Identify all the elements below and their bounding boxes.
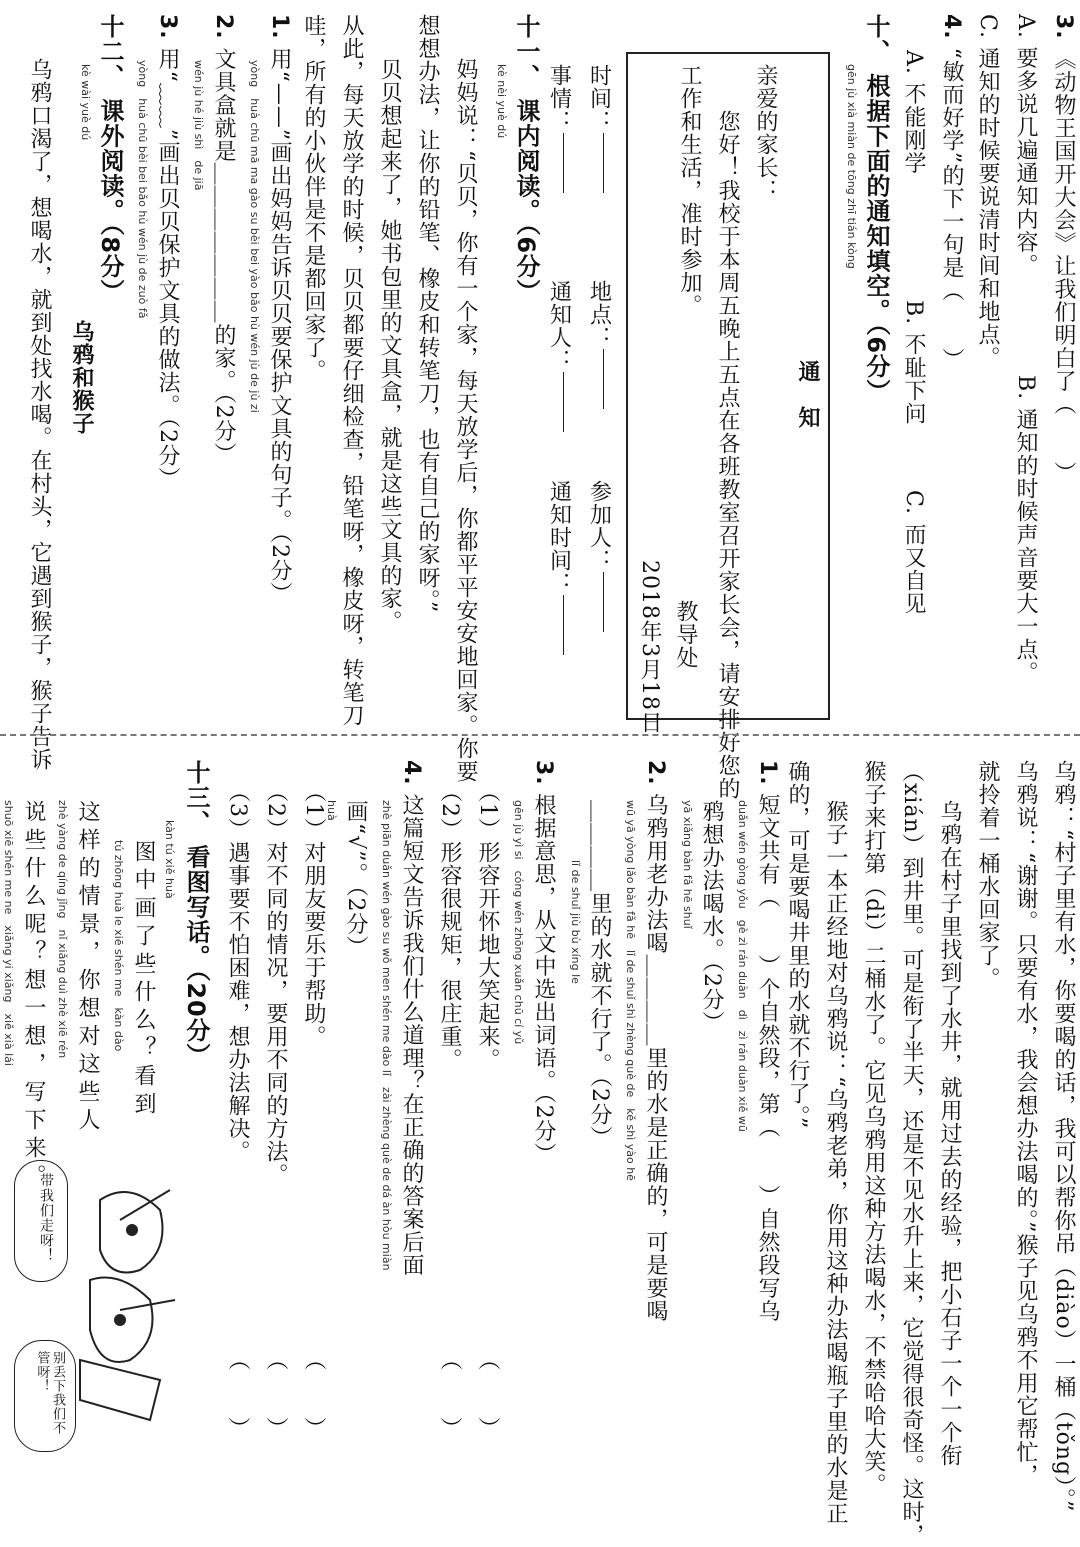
fill-notice-time-label: 通知时间： bbox=[546, 480, 572, 595]
sec10-heading bbox=[864, 14, 888, 404]
fill-notice-time bbox=[548, 480, 575, 655]
fill-matter-blank[interactable] bbox=[563, 133, 566, 193]
reading11-para2: 想想办法，让你的铅笔、橡皮和转笔刀，也有自己的家呀。” bbox=[415, 14, 440, 614]
sec11-heading bbox=[514, 14, 538, 304]
b-q4-text: 这篇短文告诉我们什么道理？在正确的答案后面 bbox=[399, 793, 424, 1277]
fill-attendees bbox=[588, 480, 615, 632]
w2-text: 这样的情景，你想对这些人 bbox=[75, 800, 100, 1136]
sec10-title: 根据下面的通知填空。（6分） bbox=[862, 73, 890, 405]
s11-q1-text: 用“——”画出妈妈告诉贝贝要保护文具的句子。（2分） bbox=[267, 47, 292, 606]
s11-q1-num: 1. bbox=[267, 14, 292, 40]
b-q3-num: 3. bbox=[531, 760, 556, 786]
s11-q3 bbox=[156, 14, 178, 490]
fill-time-label: 时间： bbox=[586, 64, 612, 133]
sec11-pinyin: kè nèi yuè dú bbox=[495, 64, 508, 139]
w3-text: 说些什么呢？想一想，写下来。 bbox=[21, 800, 46, 1192]
q3-option-b: B. 通知的时候声音要大一点。 bbox=[1013, 375, 1038, 685]
w2-pinyin: zhè yàng de qíng jǐng nǐ xiǎng duì zhè xiē rén bbox=[56, 800, 69, 1059]
s11-q3-num: 3. bbox=[155, 14, 180, 40]
story-para3: 乌鸦说：“谢谢。只要有水，我会想办法喝的。”猴子见乌鸦不用它帮忙， bbox=[1013, 760, 1038, 1487]
figure-shape-3 bbox=[80, 1360, 160, 1420]
s11-q2 bbox=[212, 14, 234, 466]
b-q1-pinyin: duǎn wén gòng yǒu gè zì rán duàn dì zì rán duàn xiě wū bbox=[736, 800, 749, 1132]
fill-notifier bbox=[548, 280, 575, 432]
story-para6: （xián）到井里。可是衔了半天，还是不见水升上来，它觉得很奇怪。这时， bbox=[899, 760, 924, 1547]
fill-attendees-blank[interactable] bbox=[603, 572, 606, 632]
b-q4-item1: （1）对朋友要乐于帮助。 （ ） bbox=[301, 780, 326, 1440]
story-para1: 乌鸦口渴了，想喝水，就到处找水喝。在村头，它遇到猴子，猴子告诉 bbox=[27, 58, 52, 771]
b-q2-pinyin: wū yā yòng lǎo bàn fǎ hē lǐ de shuǐ shì zhèng què de kě shì yào hē bbox=[624, 800, 637, 1181]
sec13-pinyin: kàn tú xiě huà bbox=[163, 820, 176, 899]
b-q1-num: 1. bbox=[755, 760, 780, 786]
q3-line bbox=[1052, 14, 1074, 485]
b-q2-text: 乌鸦用老办法喝＿＿＿＿里的水是正确的，可是要喝 bbox=[643, 793, 668, 1323]
b-q2 bbox=[644, 760, 666, 1323]
s11-q1 bbox=[268, 14, 290, 605]
page-divider bbox=[0, 734, 1080, 736]
sec13-heading bbox=[184, 760, 208, 1068]
story-para5: 乌鸦在村子里找到了水井，就用过去的经验，把小石子一个一个衔 bbox=[937, 800, 962, 1467]
b-q4-item3: （3）遇事要不怕困难，想办法解决。 （ ） bbox=[225, 780, 250, 1440]
figure-lines bbox=[120, 1190, 175, 1310]
fill-place-blank[interactable] bbox=[603, 349, 606, 409]
q4-text: “敏而好学”的下一句是（ ） bbox=[939, 47, 964, 372]
fill-notifier-label: 通知人： bbox=[546, 280, 572, 372]
fill-notice-time-blank[interactable] bbox=[563, 595, 566, 655]
b-q3-text: 根据意思，从文中选出词语。（2分） bbox=[531, 793, 556, 1166]
b-q4b-pinyin: huà bbox=[325, 800, 338, 821]
notice-sign: 教导处 bbox=[673, 600, 698, 669]
notice-date: 2018年3月18日 bbox=[637, 560, 662, 734]
q3-option-a: A. 要多说几遍通知内容。 bbox=[1013, 14, 1038, 277]
b-q4 bbox=[400, 760, 422, 1277]
s11-q2-num: 2. bbox=[211, 14, 236, 40]
notice-title: 通 知 bbox=[795, 360, 820, 429]
sec11-num: 十一、 bbox=[512, 14, 540, 89]
sec12-pinyin: kè wài yuè dú bbox=[79, 64, 92, 141]
w1-pinyin: tú zhōng huà le xiē shén me kàn dào bbox=[112, 840, 125, 1052]
fill-place-label: 地点： bbox=[586, 280, 612, 349]
fill-matter bbox=[548, 64, 575, 193]
b-q3-item2: （2）形容很规矩，很庄重。 （ ） bbox=[437, 780, 462, 1440]
s11-q2-pinyin: wén jù hé jiù shì de jiā bbox=[192, 60, 205, 191]
fill-time-blank[interactable] bbox=[603, 133, 606, 193]
q4-option-a: A. 不能刚学 bbox=[901, 50, 926, 175]
q3-text: 《动物王国开大会》让我们明白了（ ） bbox=[1051, 47, 1076, 485]
b-q4-num: 4. bbox=[399, 760, 424, 786]
b-q2b-pinyin: lǐ de shuǐ jiù bù xíng le bbox=[569, 860, 582, 984]
s11-q2-text: 文具盒就是＿＿＿＿＿＿＿的家。（2分） bbox=[211, 47, 236, 466]
q3-num: 3. bbox=[1051, 14, 1076, 40]
notice-body-line2: 工作和生活，准时参加。 bbox=[677, 64, 702, 317]
story-para7: 猴子来打第（dì）二桶水了。它见乌鸦用这种方法喝水，不禁哈哈大笑。 bbox=[861, 760, 886, 1497]
s11-q3-text: 用“﹏﹏”画出贝贝保护文具的做法。（2分） bbox=[155, 47, 180, 491]
sec10-num: 十、 bbox=[862, 14, 890, 64]
sec12-num: 十二、 bbox=[96, 14, 124, 89]
picture-illustration bbox=[20, 1160, 190, 1460]
story-para9: 确的，可是要喝井里的水就不行了。” bbox=[785, 760, 810, 1130]
q4-option-b: B. 不耻下问 bbox=[901, 300, 926, 426]
q4-option-c: C. 而又自见 bbox=[901, 490, 926, 616]
s11-q1-pinyin: yòng huà chū mā ma gào su bèi bei yào bǎo hù wén jù de jù zi bbox=[248, 60, 261, 413]
b-q4-pinyin: zhè piān duǎn wén gào su wǒ men shén me dào lǐ zài zhèng què de dá àn hòu miàn bbox=[380, 800, 393, 1271]
b-q1-text: 短文共有（ ）个自然段，第（ ）自然段写乌 bbox=[755, 793, 780, 1323]
fill-matter-label: 事情： bbox=[546, 64, 572, 133]
story-title: 乌鸦和猴子 bbox=[69, 320, 94, 435]
b-q2-num: 2. bbox=[643, 760, 668, 786]
notice-greeting: 亲爱的家长： bbox=[753, 64, 778, 202]
sec12-heading bbox=[98, 14, 122, 304]
s11-q3-pinyin: yòng huà chū bèi bei bǎo hù wén jù de zuò fǎ bbox=[136, 60, 149, 319]
speech-bubble-1 bbox=[14, 1160, 68, 1282]
bubble2-text: 别丢下我们不管呀！ bbox=[34, 1351, 65, 1435]
story-para4: 就拎着一桶水回家了。 bbox=[975, 760, 1000, 990]
b-q3 bbox=[532, 760, 554, 1166]
sec13-num: 十三、 bbox=[182, 760, 210, 835]
reading11-para5: 哇，所有的小伙伴是不是都回家了。 bbox=[301, 14, 326, 382]
b-q4-item2: （2）对不同的情况，要用不同的方法。 （ ） bbox=[263, 780, 288, 1440]
b-q3-item1: （1）形容开怀地大笑起来。 （ ） bbox=[475, 780, 500, 1440]
b-q1b-pinyin: yā xiǎng bàn fǎ hē shuǐ bbox=[681, 800, 694, 929]
reading11-para4: 从此，每天放学的时候，贝贝都要仔细检查，铅笔呀，橡皮呀，转笔刀 bbox=[339, 14, 364, 727]
story-para8: 猴子一本正经地对乌鸦说：“乌鸦老弟，你用这种办法喝瓶子里的水是正 bbox=[823, 800, 848, 1526]
reading11-para3: 贝贝想起来了，她书包里的文具盒，就是这些文具的家。 bbox=[377, 58, 402, 633]
fill-notifier-blank[interactable] bbox=[563, 372, 566, 432]
b-q4b-text: 画“√”。（2分） bbox=[343, 800, 368, 959]
b-q3-pinyin: gēn jù yì si cóng wén zhōng xuǎn chū cí yǔ bbox=[512, 800, 525, 1045]
bubble1-text: 带我们走呀！ bbox=[38, 1173, 54, 1263]
q3-option-c: C. 通知的时候要说清时间和地点。 bbox=[975, 14, 1000, 370]
story-para2: 乌鸦：“村子里有水，你要喝的话，我可以帮你吊（diào）一桶（tǒng）。” bbox=[1051, 760, 1076, 1513]
b-q2b-text: ＿＿＿＿里的水就不行了。（2分） bbox=[587, 800, 612, 1149]
w1-text: 图中画了些什么？看到 bbox=[131, 840, 156, 1120]
reading11-para1: 妈妈说：“贝贝，你有一个家，每天放学后，你都平平安安地回家。你要 bbox=[453, 58, 478, 784]
sec12-title: 课外阅读。（8分） bbox=[96, 98, 124, 305]
q4-line bbox=[940, 14, 962, 371]
sec13-title: 看图写话。（20分） bbox=[182, 844, 210, 1068]
fill-attendees-label: 参加人： bbox=[586, 480, 612, 572]
notice-body-line1: 您好！我校于本周五晚上五点在各班教室召开家长会，请安排好您的 bbox=[715, 110, 740, 800]
fill-time bbox=[588, 64, 615, 193]
w3-pinyin: shuō xiē shén me ne xiǎng yi xiǎng xiě xià lái bbox=[2, 800, 15, 1066]
sec10-pinyin: gēn jù xià miàn de tōng zhī tián kòng bbox=[845, 64, 858, 269]
speech-bubble-2 bbox=[14, 1340, 76, 1452]
sec11-title: 课内阅读。（6分） bbox=[512, 98, 540, 305]
fill-place bbox=[588, 280, 615, 409]
b-q1 bbox=[756, 760, 778, 1323]
q4-num: 4. bbox=[939, 14, 964, 40]
b-q1b-text: 鸦想办法喝水。（2分） bbox=[699, 800, 724, 1034]
